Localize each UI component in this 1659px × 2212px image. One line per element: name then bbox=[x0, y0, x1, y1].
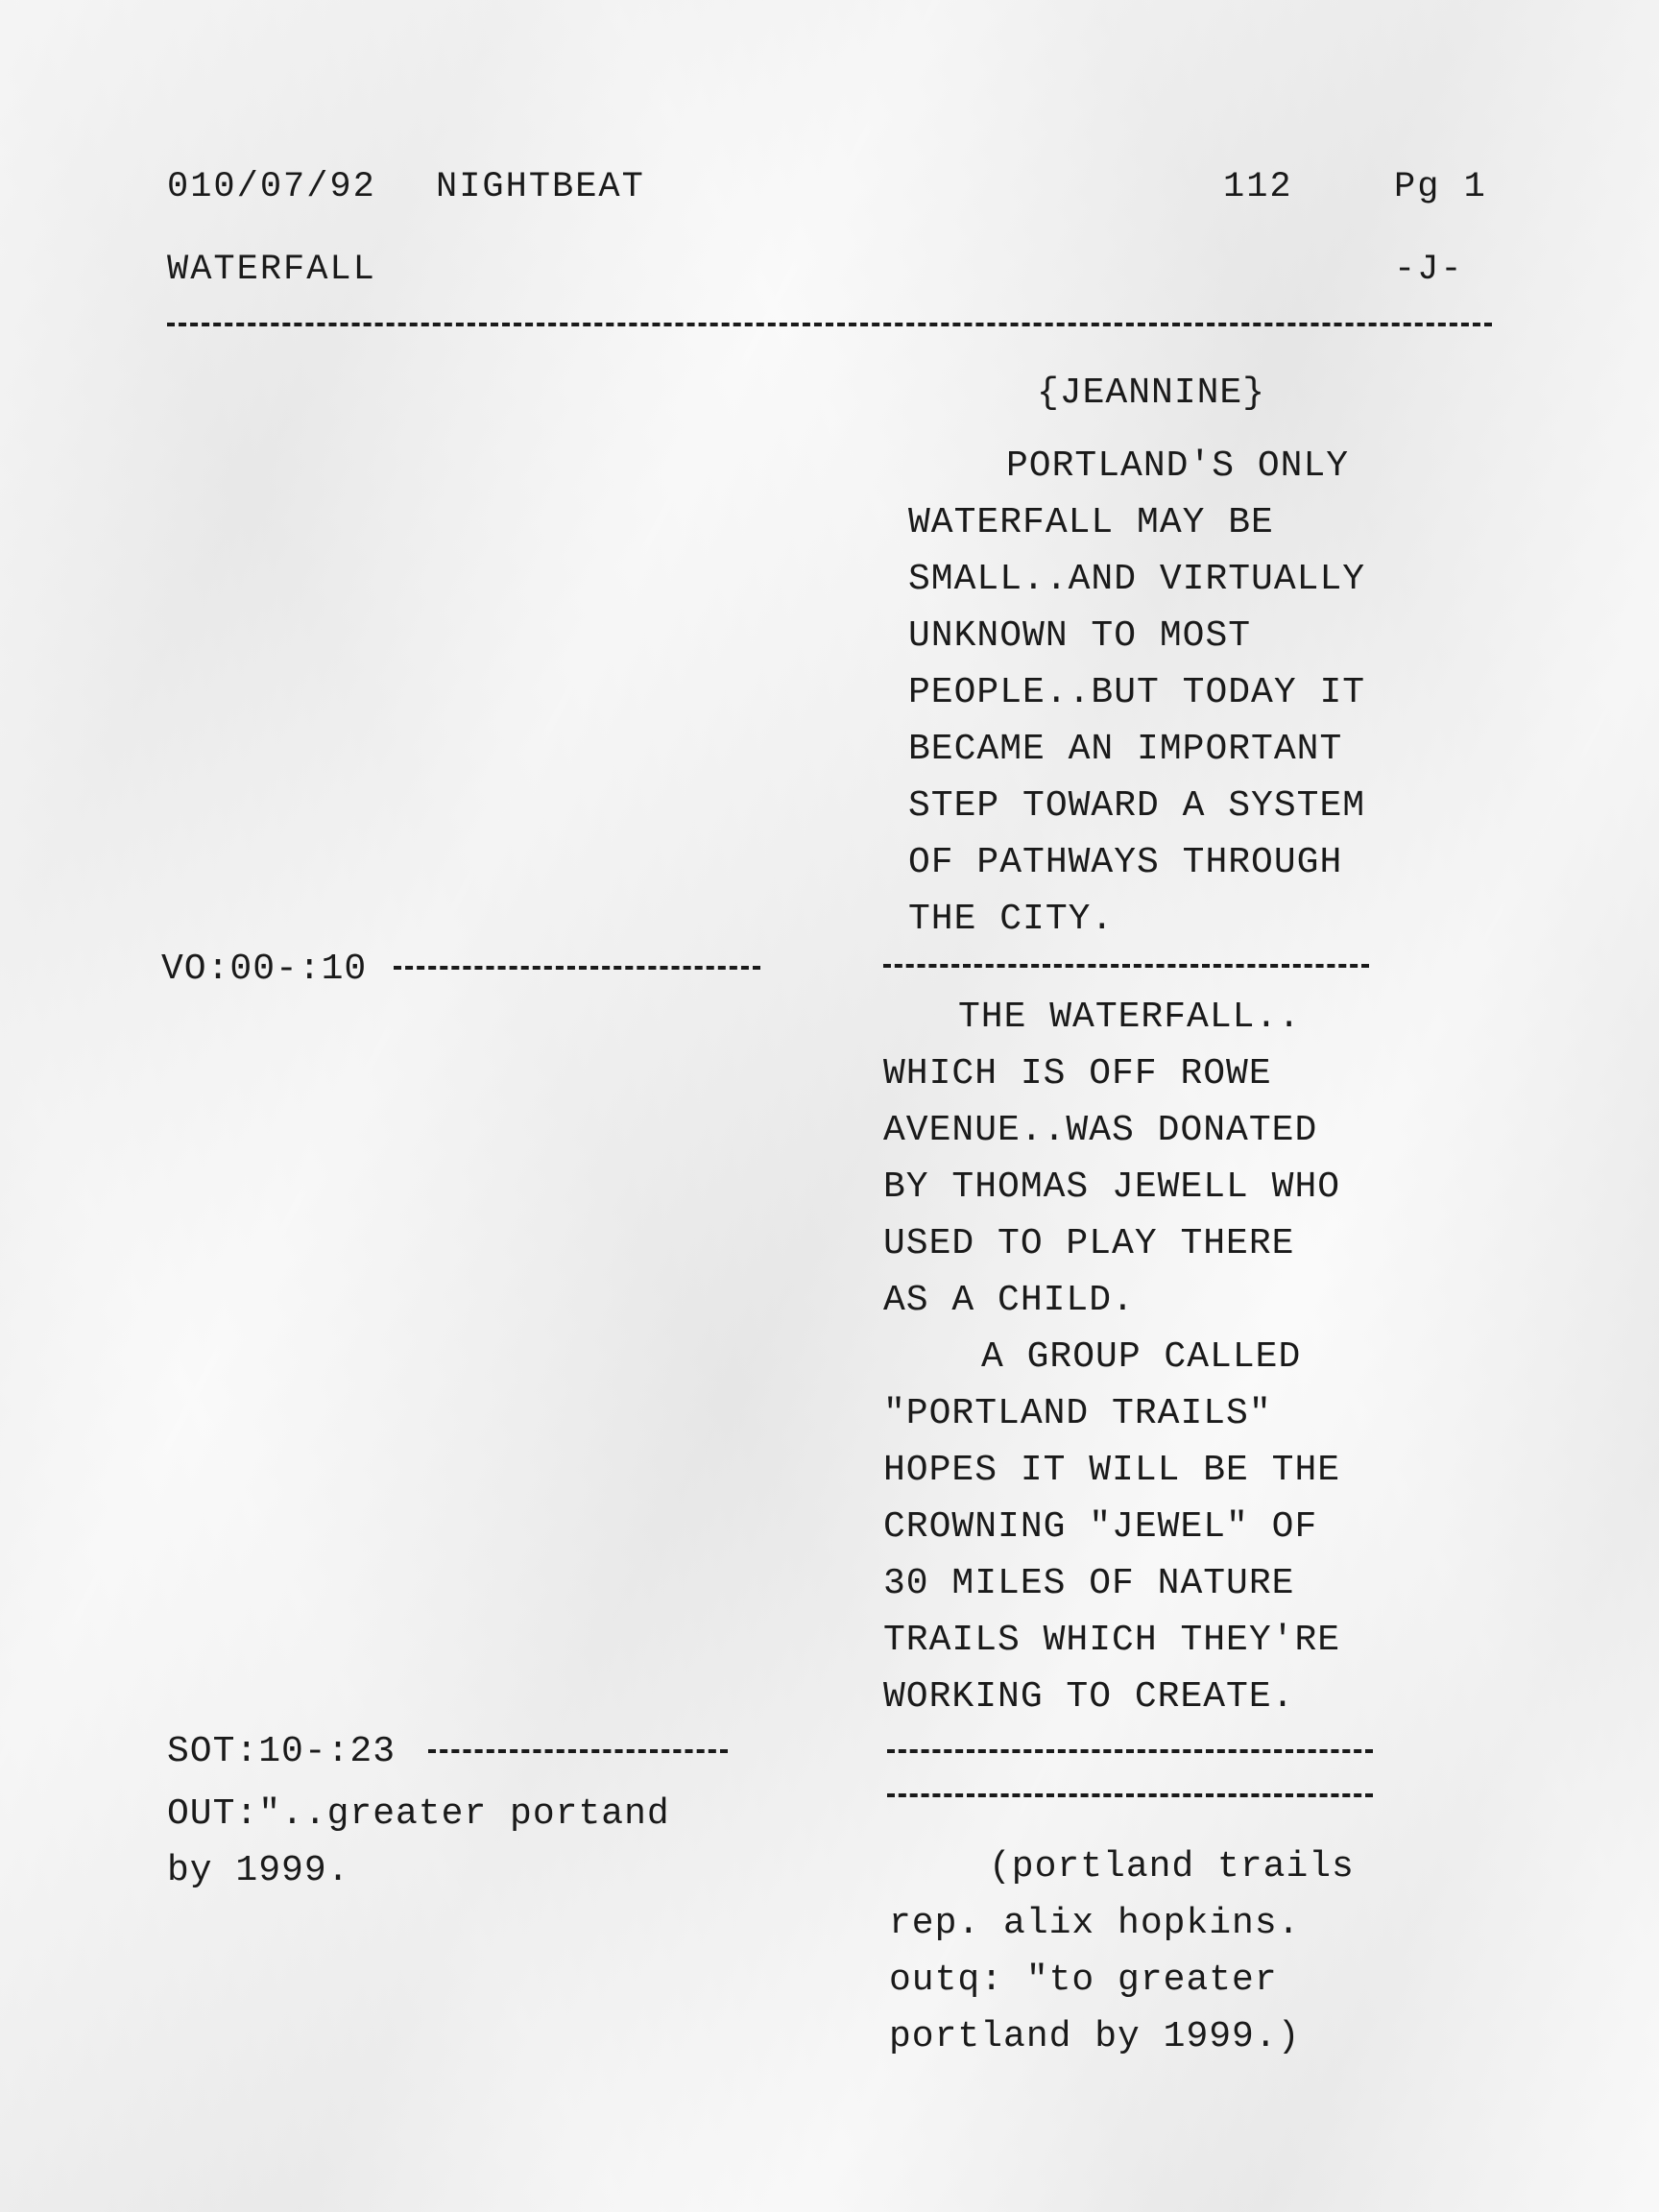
vo-line: BY THOMAS JEWELL WHO bbox=[883, 1166, 1341, 1208]
vo-line: WHICH IS OFF ROWE bbox=[883, 1053, 1272, 1094]
sot-line: outq: "to greater bbox=[889, 1960, 1278, 2001]
vo-line: TRAILS WHICH THEY'RE bbox=[883, 1620, 1341, 1661]
header-slug: WATERFALL bbox=[167, 250, 376, 290]
header-show: NIGHTBEAT bbox=[436, 167, 645, 207]
header-number: 112 bbox=[1223, 167, 1293, 207]
vo-line: USED TO PLAY THERE bbox=[883, 1223, 1295, 1264]
intro-line: UNKNOWN TO MOST bbox=[908, 615, 1252, 657]
sot-cue: SOT:10-:23 bbox=[167, 1731, 397, 1772]
sot-divider-2 bbox=[887, 1793, 1373, 1801]
vo-line: AS A CHILD. bbox=[883, 1280, 1135, 1321]
vo-line: 30 MILES OF NATURE bbox=[883, 1563, 1295, 1604]
vo-line: "PORTLAND TRAILS" bbox=[883, 1393, 1272, 1434]
out-line: by 1999. bbox=[167, 1850, 350, 1891]
sot-line: (portland trails bbox=[989, 1846, 1355, 1887]
intro-line: THE CITY. bbox=[908, 899, 1115, 940]
header-date: 010/07/92 bbox=[167, 167, 376, 207]
intro-line: SMALL..AND VIRTUALLY bbox=[908, 559, 1366, 600]
vo-cue-rule bbox=[394, 966, 760, 974]
intro-line: PEOPLE..BUT TODAY IT bbox=[908, 672, 1366, 713]
header-writer: -J- bbox=[1394, 250, 1464, 290]
intro-line: OF PATHWAYS THROUGH bbox=[908, 842, 1343, 883]
sot-divider-1 bbox=[887, 1749, 1373, 1757]
intro-line: BECAME AN IMPORTANT bbox=[908, 729, 1343, 770]
header-divider bbox=[167, 323, 1492, 330]
vo-line: WORKING TO CREATE. bbox=[883, 1676, 1295, 1718]
intro-line: STEP TOWARD A SYSTEM bbox=[908, 785, 1366, 827]
vo-line: THE WATERFALL.. bbox=[958, 997, 1302, 1038]
vo-cue: VO:00-:10 bbox=[161, 949, 368, 990]
vo-line: HOPES IT WILL BE THE bbox=[883, 1450, 1341, 1491]
out-line: OUT:"..greater portand bbox=[167, 1793, 670, 1835]
anchor-name: {JEANNINE} bbox=[1037, 373, 1266, 414]
vo-line: A GROUP CALLED bbox=[981, 1336, 1302, 1378]
vo-line: CROWNING "JEWEL" OF bbox=[883, 1506, 1318, 1548]
header-page: Pg 1 bbox=[1394, 167, 1487, 207]
vo-divider bbox=[883, 964, 1369, 972]
intro-line: PORTLAND'S ONLY bbox=[1006, 445, 1350, 487]
intro-line: WATERFALL MAY BE bbox=[908, 502, 1274, 543]
sot-line: portland by 1999.) bbox=[889, 2016, 1301, 2057]
sot-cue-rule bbox=[428, 1749, 728, 1757]
vo-line: AVENUE..WAS DONATED bbox=[883, 1110, 1318, 1151]
sot-line: rep. alix hopkins. bbox=[889, 1903, 1301, 1944]
